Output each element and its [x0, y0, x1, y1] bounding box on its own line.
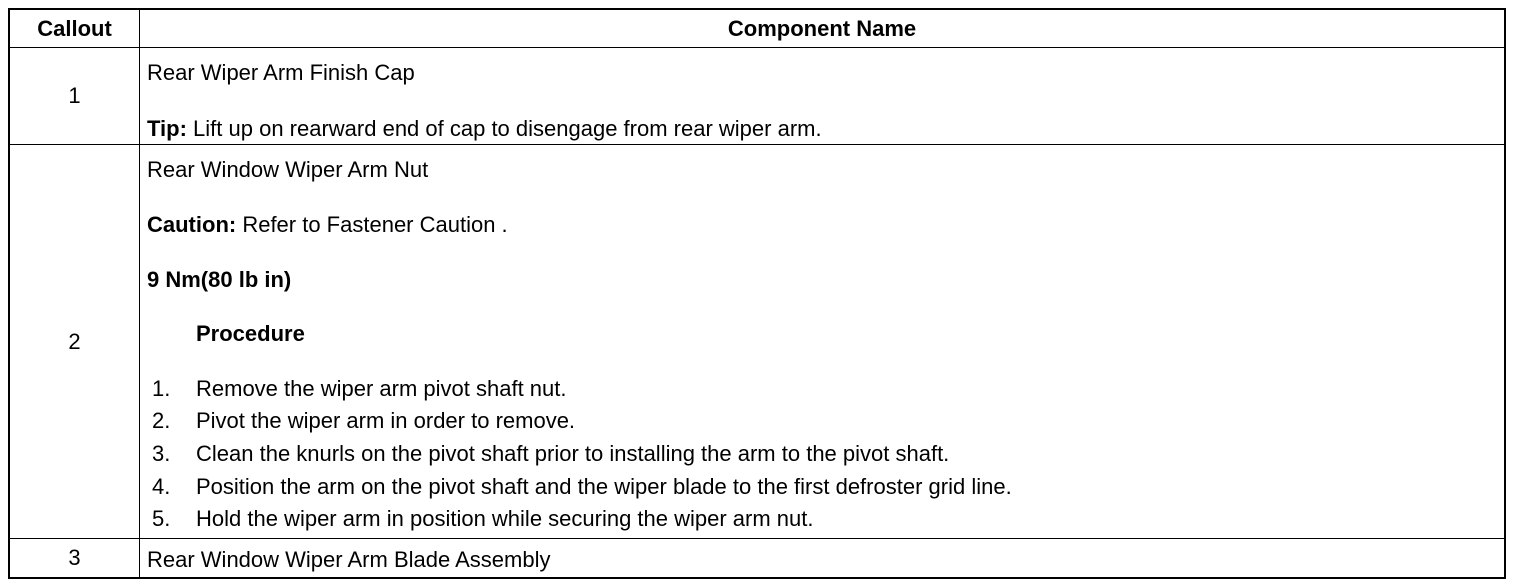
step-number: 1.	[152, 376, 171, 401]
table-header-row	[10, 10, 1504, 48]
caution-note	[147, 212, 508, 238]
callout-cell: 3	[10, 539, 140, 577]
header-callout: Callout	[10, 10, 140, 47]
table-row	[10, 145, 1504, 539]
procedure-title: Procedure	[196, 321, 305, 346]
table-row	[10, 48, 1504, 145]
torque-spec: 9 Nm(80 lb in)	[147, 267, 292, 292]
component-name: Rear Window Wiper Arm Nut	[147, 157, 429, 182]
step-number: 3.	[152, 441, 171, 466]
caution-text: Refer to Fastener Caution .	[236, 212, 508, 237]
caution-label: Caution:	[147, 212, 237, 237]
component-name: Rear Window Wiper Arm Blade Assembly	[147, 547, 551, 572]
step-text: Position the arm on the pivot shaft and the wiper blade to the first defroster grid line.	[196, 474, 1012, 499]
tip-text: Lift up on rearward end of cap to disengage from rear wiper arm.	[186, 116, 822, 141]
step-text: Pivot the wiper arm in order to remove.	[196, 408, 576, 433]
callout-cell: 1	[10, 48, 140, 144]
table-row	[10, 539, 1504, 577]
component-name: Rear Wiper Arm Finish Cap	[147, 60, 415, 85]
component-table	[8, 8, 1506, 579]
header-component-name: Component Name	[727, 15, 917, 41]
tip-note	[147, 116, 822, 142]
callout-cell: 2	[10, 145, 140, 538]
tip-label: Tip:	[147, 116, 187, 141]
step-text: Remove the wiper arm pivot shaft nut.	[196, 376, 567, 401]
step-number: 2.	[152, 408, 171, 433]
step-text: Hold the wiper arm in position while securing the wiper arm nut.	[196, 506, 814, 531]
step-number: 5.	[152, 506, 171, 531]
step-number: 4.	[152, 474, 171, 499]
component-cell	[140, 48, 1504, 144]
component-cell	[140, 145, 1504, 538]
step-text: Clean the knurls on the pivot shaft prior to installing the arm to the pivot shaft.	[196, 441, 950, 466]
component-cell	[140, 539, 1504, 577]
